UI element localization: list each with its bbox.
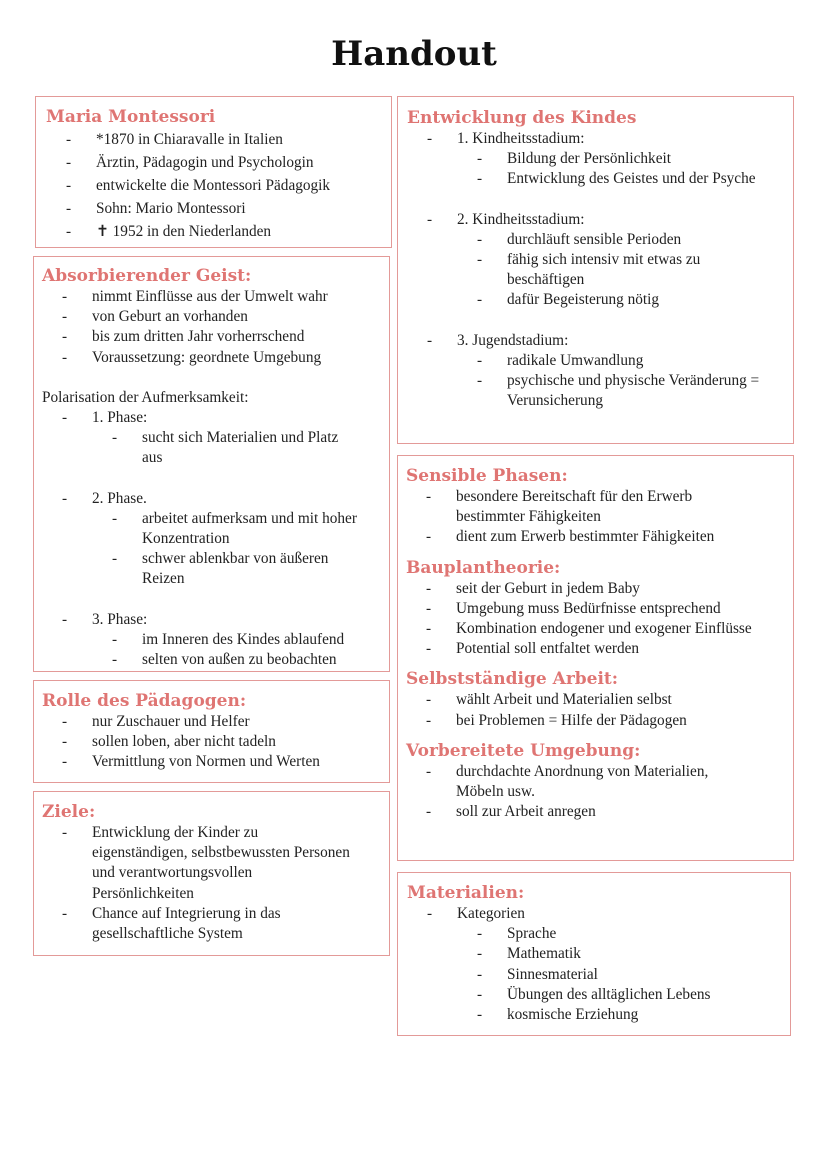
list-item: - 1. Phase: <box>42 408 389 428</box>
list-item: - nimmt Einflüsse aus der Umwelt wahr <box>42 287 389 307</box>
list-item: - Mathematik <box>407 944 790 964</box>
section-heading: Absorbierender Geist: <box>42 266 252 286</box>
list-item-continuation: bestimmter Fähigkeiten <box>456 508 601 526</box>
section-heading-selbststaendige-arbeit: Selbstständige Arbeit: <box>406 669 619 690</box>
list-item-continuation: Reizen <box>142 570 185 588</box>
list-item: - Kombination endogener und exogener Einflüsse <box>406 619 793 639</box>
list-item: - Ärztin, Pädagogin und Psychologin <box>46 151 391 174</box>
polarisation-label: Polarisation der Aufmerksamkeit: <box>42 388 249 406</box>
list-item-continuation: aus <box>142 449 163 467</box>
list-item: - Umgebung muss Bedürfnisse entsprechend <box>406 599 793 619</box>
list-item: - psychische und physische Veränderung = <box>407 371 793 391</box>
list-item: - im Inneren des Kindes ablaufend <box>42 630 389 650</box>
list-item-continuation: beschäftigen <box>507 271 585 289</box>
list-item: - schwer ablenkbar von äußeren <box>42 549 389 569</box>
list-item-continuation: Verunsicherung <box>507 392 604 410</box>
section-heading: Entwicklung des Kindes <box>407 108 637 128</box>
section-heading: Maria Montessori <box>46 107 216 127</box>
section-entwicklung-des-kindes <box>397 96 794 444</box>
list-item: - durchdachte Anordnung von Materialien, <box>406 762 793 782</box>
list-item: - Entwicklung der Kinder zu <box>42 823 389 843</box>
list-item: - 2. Phase. <box>42 489 389 509</box>
list-item: - Chance auf Integrierung in das <box>42 904 389 924</box>
section-heading: Materialien: <box>407 883 525 903</box>
list-item: - arbeitet aufmerksam und mit hoher <box>42 509 389 529</box>
list-item: - selten von außen zu beobachten <box>42 650 389 670</box>
list-item: - entwickelte die Montessori Pädagogik <box>46 174 391 197</box>
list-item: - 1. Kindheitsstadium: <box>407 129 793 149</box>
list-item: - von Geburt an vorhanden <box>42 307 389 327</box>
list-item: - nur Zuschauer und Helfer <box>42 712 389 732</box>
section-heading: Ziele: <box>42 802 96 822</box>
section-maria-montessori <box>35 96 392 248</box>
section-rolle-des-paedagogen <box>33 680 390 783</box>
list-item: - Übungen des alltäglichen Lebens <box>407 985 790 1005</box>
list-item: - fähig sich intensiv mit etwas zu <box>407 250 793 270</box>
section-heading-vorbereitete-umgebung: Vorbereitete Umgebung: <box>406 740 641 761</box>
list-item: - Sinnesmaterial <box>407 965 790 985</box>
section-heading: Sensible Phasen: <box>406 466 568 486</box>
list-item: - 2. Kindheitsstadium: <box>407 210 793 230</box>
list-item: - bei Problemen = Hilfe der Pädagogen <box>406 711 793 731</box>
list-item: - ✝ 1952 in den Niederlanden <box>46 220 391 243</box>
list-item: - sucht sich Materialien und Platz <box>42 428 389 448</box>
list-item-continuation: Konzentration <box>142 530 230 548</box>
section-sensible-phasen <box>397 455 794 861</box>
list-item: - Bildung der Persönlichkeit <box>407 149 793 169</box>
list-item: - 3. Jugendstadium: <box>407 331 793 351</box>
list-item: - Potential soll entfaltet werden <box>406 639 793 659</box>
list-item: - dafür Begeisterung nötig <box>407 290 793 310</box>
list-item: - sollen loben, aber nicht tadeln <box>42 732 389 752</box>
section-heading: Rolle des Pädagogen: <box>42 691 247 711</box>
section-absorbierender-geist <box>33 256 390 672</box>
list-item: - kosmische Erziehung <box>407 1005 790 1025</box>
list-item: - Sohn: Mario Montessori <box>46 197 391 220</box>
list-item-continuation: Persönlichkeiten <box>92 884 194 902</box>
list-item-continuation: Möbeln usw. <box>456 783 535 801</box>
list-item: - Voraussetzung: geordnete Umgebung <box>42 348 389 368</box>
list-item: - dient zum Erwerb bestimmter Fähigkeiten <box>406 527 793 547</box>
list-item: - Vermittlung von Normen und Werten <box>42 752 389 772</box>
list-item: - durchläuft sensible Perioden <box>407 230 793 250</box>
list-item-continuation: gesellschaftliche System <box>92 925 243 943</box>
list-item: - *1870 in Chiaravalle in Italien <box>46 128 391 151</box>
list-item: - soll zur Arbeit anregen <box>406 802 793 822</box>
list-item-continuation: und verantwortungsvollen <box>92 864 253 882</box>
list-item: - radikale Umwandlung <box>407 351 793 371</box>
list-item: - wählt Arbeit und Materialien selbst <box>406 690 793 710</box>
section-materialien <box>397 872 791 1036</box>
list-item: - 3. Phase: <box>42 610 389 630</box>
list-item: - seit der Geburt in jedem Baby <box>406 579 793 599</box>
list-item-continuation: eigenständigen, selbstbewussten Personen <box>92 844 350 862</box>
list-item: - Sprache <box>407 924 790 944</box>
page-title: Handout <box>331 34 497 74</box>
list-item: - bis zum dritten Jahr vorherrschend <box>42 327 389 347</box>
section-heading-bauplantheorie: Bauplantheorie: <box>406 557 561 578</box>
list-item: - Entwicklung des Geistes und der Psyche <box>407 169 793 189</box>
list-item: - besondere Bereitschaft für den Erwerb <box>406 487 793 507</box>
section-ziele <box>33 791 390 956</box>
list-item: - Kategorien <box>407 904 790 924</box>
